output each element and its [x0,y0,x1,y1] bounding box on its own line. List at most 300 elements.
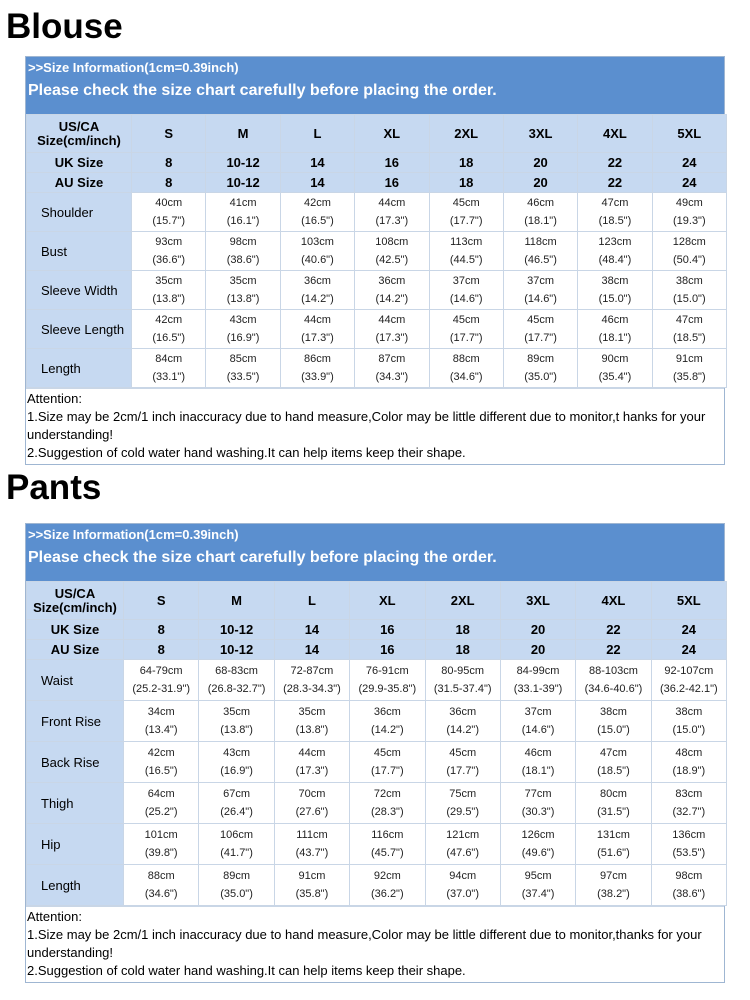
measurement-cell [199,824,274,865]
uk-size-cell: 24 [651,620,726,640]
au-size-cell: 10-12 [206,173,280,193]
measurement-cell [280,232,354,271]
inch-value: (38.6") [672,888,706,900]
blouse-size-table [26,114,727,388]
measurement-cell [355,310,429,349]
measurement-cell [199,660,274,701]
inch-value: (15.0") [672,293,706,305]
measurement-cell [350,660,425,701]
cm-value: 118cm [524,236,557,248]
measurement-cell [425,660,500,701]
measurement-cell [652,271,726,310]
au-size-label: AU Size [27,640,124,660]
attention-line-1: 1.Size may be 2cm/1 inch inaccuracy due to hand measure,Color may be little different due to monitor,thanks for your understanding! [27,927,702,960]
au-size-cell: 14 [274,640,349,660]
inch-value: (35.0") [524,371,557,383]
inch-value: (13.8") [220,724,253,736]
pants-attention-note [26,906,724,982]
uk-size-cell: 14 [274,620,349,640]
cm-value: 40cm [155,197,183,209]
measurement-cell [355,349,429,388]
inch-value: (32.7") [672,806,706,818]
measurement-cell [124,742,199,783]
measurement-row [27,660,727,701]
inch-value: (27.6") [295,806,329,818]
attention-line-2: 2.Suggestion of cold water hand washing.It can help items keep their shape. [27,963,466,978]
inch-value: (14.6") [449,293,483,305]
cm-value: 47cm [599,747,627,759]
inch-value: (29.9-35.8") [358,683,417,695]
measurement-cell [355,271,429,310]
cm-value: 41cm [229,197,257,209]
measurement-cell [132,310,206,349]
uk-size-cell: 22 [576,620,651,640]
uk-size-label: UK Size [27,153,132,173]
cm-value: 121cm [446,829,480,841]
inch-value: (25.2-31.9") [132,683,191,695]
measurement-cell [576,660,651,701]
measurement-cell [206,193,280,232]
au-size-cell: 20 [500,640,575,660]
size-header-cell: L [274,582,349,620]
inch-value: (18.5") [672,332,706,344]
measurement-cell [425,824,500,865]
inch-value: (17.3") [375,215,409,227]
inch-value: (41.7") [220,847,253,859]
measurement-cell [503,349,577,388]
measurement-cell [274,701,349,742]
cm-value: 44cm [378,197,406,209]
cm-value: 42cm [155,314,183,326]
measurement-cell [578,310,652,349]
cm-value: 86cm [303,353,331,365]
inch-value: (39.8") [144,847,178,859]
cm-value: 45cm [452,197,480,209]
cm-value: 106cm [220,829,254,841]
cm-value: 43cm [229,314,257,326]
inch-value: (18.5") [598,215,632,227]
cm-value: 68-83cm [215,665,258,677]
measurement-row [27,824,727,865]
cm-value: 76-91cm [365,665,409,677]
inch-value: (43.7") [295,847,329,859]
inch-value: (36.2-42.1") [659,683,718,695]
uk-size-label: UK Size [27,620,124,640]
au-size-cell: 24 [652,173,726,193]
cm-value: 45cm [527,314,555,326]
cm-value: 44cm [298,747,326,759]
size-header-cell: L [280,115,354,153]
measurement-cell [576,865,651,906]
inch-value: (28.3-34.3") [283,683,341,695]
inch-value: (19.3") [672,215,706,227]
measurement-cell [500,824,575,865]
inch-value: (18.9") [672,765,706,777]
inch-value: (14.2") [301,293,334,305]
measurement-cell [280,310,354,349]
au-size-row [27,173,727,193]
measurement-cell [578,232,652,271]
inch-value: (36.6") [152,254,185,266]
measurement-cell [651,701,726,742]
cm-value: 111cm [296,829,328,841]
size-header-cell: 4XL [578,115,652,153]
measurement-cell [429,271,503,310]
inch-value: (33.1") [152,371,185,383]
cm-value: 77cm [524,788,552,800]
cm-value: 88cm [147,870,175,882]
pants-banner [26,524,724,581]
inch-value: (15.0") [597,724,630,736]
inch-value: (16.9") [226,332,260,344]
cm-value: 93cm [155,236,183,248]
cm-value: 34cm [147,706,175,718]
measurement-cell [280,349,354,388]
measurement-cell [500,701,575,742]
measurement-label: Back Rise [27,742,124,783]
measurement-label: Sleeve Width [27,271,132,310]
measurement-cell [576,742,651,783]
measurement-row [27,783,727,824]
measurement-label: Front Rise [27,701,124,742]
cm-value: 113cm [450,236,483,248]
au-size-row [27,640,727,660]
cm-value: 92-107cm [664,665,714,677]
cm-value: 72-87cm [290,665,334,677]
au-size-cell: 20 [503,173,577,193]
cm-value: 45cm [452,314,480,326]
inch-value: (35.8") [295,888,329,900]
au-size-cell: 8 [124,640,199,660]
uk-size-cell: 18 [425,620,500,640]
au-size-label: AU Size [27,173,132,193]
measurement-cell [350,783,425,824]
measurement-cell [429,232,503,271]
cm-value: 35cm [155,275,183,287]
inch-value: (16.1") [226,215,260,227]
cm-value: 64cm [147,788,175,800]
cm-value: 42cm [147,747,175,759]
inch-value: (35.8") [672,371,706,383]
uk-size-cell: 22 [578,153,652,173]
measurement-cell [199,783,274,824]
cm-value: 80cm [599,788,627,800]
inch-value: (17.3") [375,332,409,344]
attention-heading: Attention: [27,391,82,406]
inch-value: (14.6") [524,293,557,305]
inch-value: (49.6") [521,847,555,859]
cm-value: 84cm [155,353,183,365]
measurement-cell [576,783,651,824]
au-size-cell: 16 [350,640,425,660]
measurement-cell [350,824,425,865]
inch-value: (47.6") [446,847,479,859]
inch-value: (15.7") [152,215,185,227]
size-header-cell: M [206,115,280,153]
measurement-cell [503,271,577,310]
cm-value: 103cm [300,236,334,248]
cm-value: 98cm [229,236,257,248]
measurement-label: Hip [27,824,124,865]
inch-value: (53.5") [672,847,706,859]
inch-value: (37.4") [521,888,555,900]
measurement-cell [132,232,206,271]
inch-value: (16.5") [152,332,185,344]
size-header-cell: 2XL [429,115,503,153]
measurement-row [27,310,727,349]
inch-value: (13.4") [144,724,178,736]
measurement-cell [425,742,500,783]
measurement-label: Bust [27,232,132,271]
measurement-cell [132,271,206,310]
cm-value: 42cm [303,197,331,209]
cm-value: 92cm [373,870,401,882]
cm-value: 46cm [524,747,552,759]
uk-size-cell: 20 [503,153,577,173]
measurement-cell [503,310,577,349]
measurement-cell [652,193,726,232]
uk-size-cell: 10-12 [206,153,280,173]
uk-size-cell: 16 [350,620,425,640]
inch-value: (50.4") [672,254,706,266]
inch-value: (25.2") [144,806,178,818]
measurement-cell [500,742,575,783]
au-size-cell: 22 [576,640,651,660]
au-size-cell: 24 [651,640,726,660]
measurement-cell [652,232,726,271]
cm-value: 45cm [373,747,401,759]
cm-value: 131cm [596,829,630,841]
size-header-cell: 5XL [652,115,726,153]
inch-value: (17.7") [446,765,479,777]
inch-value: (28.3") [370,806,404,818]
measurement-cell [500,783,575,824]
measurement-row [27,193,727,232]
inch-value: (34.6") [449,371,483,383]
measurement-cell [350,742,425,783]
blouse-banner [26,57,724,114]
cm-value: 89cm [527,353,555,365]
measurement-cell [274,783,349,824]
cm-value: 44cm [378,314,406,326]
cm-value: 87cm [378,353,406,365]
cm-value: 36cm [378,275,406,287]
cm-value: 97cm [599,870,627,882]
size-info-text: >>Size Information(1cm=0.39inch) [28,60,239,75]
measurement-label: Waist [27,660,124,701]
inch-value: (29.5") [446,806,479,818]
measurement-cell [124,660,199,701]
attention-line-2: 2.Suggestion of cold water hand washing.It can help items keep their shape. [27,445,466,460]
inch-value: (44.5") [449,254,483,266]
cm-value: 91cm [675,353,703,365]
measurement-cell [206,232,280,271]
size-header-cell: 4XL [576,582,651,620]
cm-value: 84-99cm [516,665,560,677]
cm-value: 116cm [371,829,404,841]
measurement-label: Length [27,865,124,906]
inch-value: (13.8") [152,293,185,305]
inch-value: (34.6-40.6") [584,683,643,695]
measurement-cell [124,865,199,906]
measurement-row [27,701,727,742]
cm-value: 44cm [303,314,331,326]
measurement-cell [425,701,500,742]
au-size-cell: 16 [355,173,429,193]
inch-value: (36.2") [370,888,404,900]
cm-value: 101cm [144,829,178,841]
cm-value: 88-103cm [588,665,638,677]
cm-value: 43cm [223,747,251,759]
measurement-cell [429,310,503,349]
inch-value: (34.3") [375,371,409,383]
inch-value: (37.0") [446,888,479,900]
uk-size-cell: 20 [500,620,575,640]
inch-value: (42.5") [375,254,409,266]
measurement-row [27,271,727,310]
cm-value: 94cm [449,870,477,882]
cm-value: 37cm [524,706,552,718]
measurement-cell [500,865,575,906]
uk-size-row [27,153,727,173]
cm-value: 90cm [601,353,629,365]
uk-size-cell: 14 [280,153,354,173]
measurement-cell [350,701,425,742]
size-header-row [27,115,727,153]
inch-value: (26.4") [220,806,253,818]
cm-value: 36cm [449,706,477,718]
pants-size-chart [25,523,725,983]
measurement-cell [429,349,503,388]
measurement-cell [651,742,726,783]
inch-value: (14.2") [446,724,479,736]
au-size-cell: 8 [132,173,206,193]
au-size-cell: 10-12 [199,640,274,660]
inch-value: (16.5") [144,765,178,777]
inch-value: (17.7") [449,332,483,344]
inch-value: (17.7") [370,765,404,777]
inch-value: (14.2") [375,293,409,305]
cm-value: 128cm [672,236,706,248]
size-header-label: US/CA Size(cm/inch) [27,115,132,153]
cm-value: 67cm [223,788,251,800]
inch-value: (14.6") [521,724,555,736]
measurement-cell [429,193,503,232]
cm-value: 88cm [452,353,480,365]
inch-value: (45.7") [370,847,404,859]
au-size-cell: 18 [429,173,503,193]
inch-value: (33.9") [301,371,334,383]
measurement-cell [651,783,726,824]
inch-value: (15.0") [598,293,632,305]
blouse-size-chart [25,56,725,465]
check-chart-notice: Please check the size chart carefully before placing the order. [28,549,497,566]
cm-value: 49cm [675,197,703,209]
blouse-attention-note [26,388,724,464]
inch-value: (38.6") [226,254,260,266]
uk-size-cell: 16 [355,153,429,173]
cm-value: 98cm [675,870,703,882]
inch-value: (16.5") [301,215,334,227]
inch-value: (15.0") [672,724,706,736]
inch-value: (46.5") [524,254,557,266]
inch-value: (14.2") [370,724,404,736]
cm-value: 126cm [521,829,555,841]
size-header-cell: 5XL [651,582,726,620]
cm-value: 108cm [375,236,409,248]
measurement-cell [124,701,199,742]
uk-size-cell: 8 [124,620,199,640]
uk-size-row [27,620,727,640]
measurement-cell [124,783,199,824]
size-header-cell: M [199,582,274,620]
cm-value: 136cm [672,829,706,841]
cm-value: 45cm [449,747,477,759]
cm-value: 80-95cm [441,665,485,677]
uk-size-cell: 18 [429,153,503,173]
inch-value: (30.3") [521,806,555,818]
cm-value: 38cm [675,275,703,287]
measurement-cell [651,824,726,865]
size-header-cell: 3XL [503,115,577,153]
inch-value: (51.6") [597,847,630,859]
inch-value: (31.5-37.4") [433,683,492,695]
measurement-label: Shoulder [27,193,132,232]
inch-value: (38.2") [597,888,630,900]
size-header-cell: XL [355,115,429,153]
cm-value: 36cm [373,706,401,718]
measurement-cell [199,865,274,906]
uk-size-cell: 10-12 [199,620,274,640]
measurement-cell [576,701,651,742]
measurement-cell [355,193,429,232]
size-header-label: US/CA Size(cm/inch) [27,582,124,620]
measurement-cell [652,349,726,388]
inch-value: (40.6") [301,254,334,266]
measurement-cell [576,824,651,865]
measurement-row [27,232,727,271]
inch-value: (18.5") [597,765,630,777]
size-header-cell: 3XL [500,582,575,620]
measurement-cell [132,193,206,232]
measurement-cell [425,865,500,906]
attention-line-1: 1.Size may be 2cm/1 inch inaccuracy due to hand measure,Color may be little different due to monitor,t hanks for your understanding! [27,409,706,442]
au-size-cell: 14 [280,173,354,193]
measurement-cell [206,310,280,349]
measurement-row [27,349,727,388]
measurement-cell [274,865,349,906]
size-info-text: >>Size Information(1cm=0.39inch) [28,527,239,542]
measurement-cell [503,232,577,271]
cm-value: 38cm [599,706,627,718]
measurement-cell [503,193,577,232]
check-chart-notice: Please check the size chart carefully before placing the order. [28,82,497,99]
measurement-cell [206,271,280,310]
measurement-cell [274,824,349,865]
cm-value: 47cm [675,314,703,326]
cm-value: 123cm [598,236,632,248]
cm-value: 75cm [449,788,477,800]
size-header-cell: S [124,582,199,620]
cm-value: 38cm [601,275,629,287]
uk-size-cell: 8 [132,153,206,173]
inch-value: (34.6") [144,888,178,900]
cm-value: 85cm [229,353,257,365]
inch-value: (17.7") [449,215,483,227]
inch-value: (31.5") [597,806,630,818]
inch-value: (17.7") [524,332,557,344]
inch-value: (18.1") [521,765,555,777]
